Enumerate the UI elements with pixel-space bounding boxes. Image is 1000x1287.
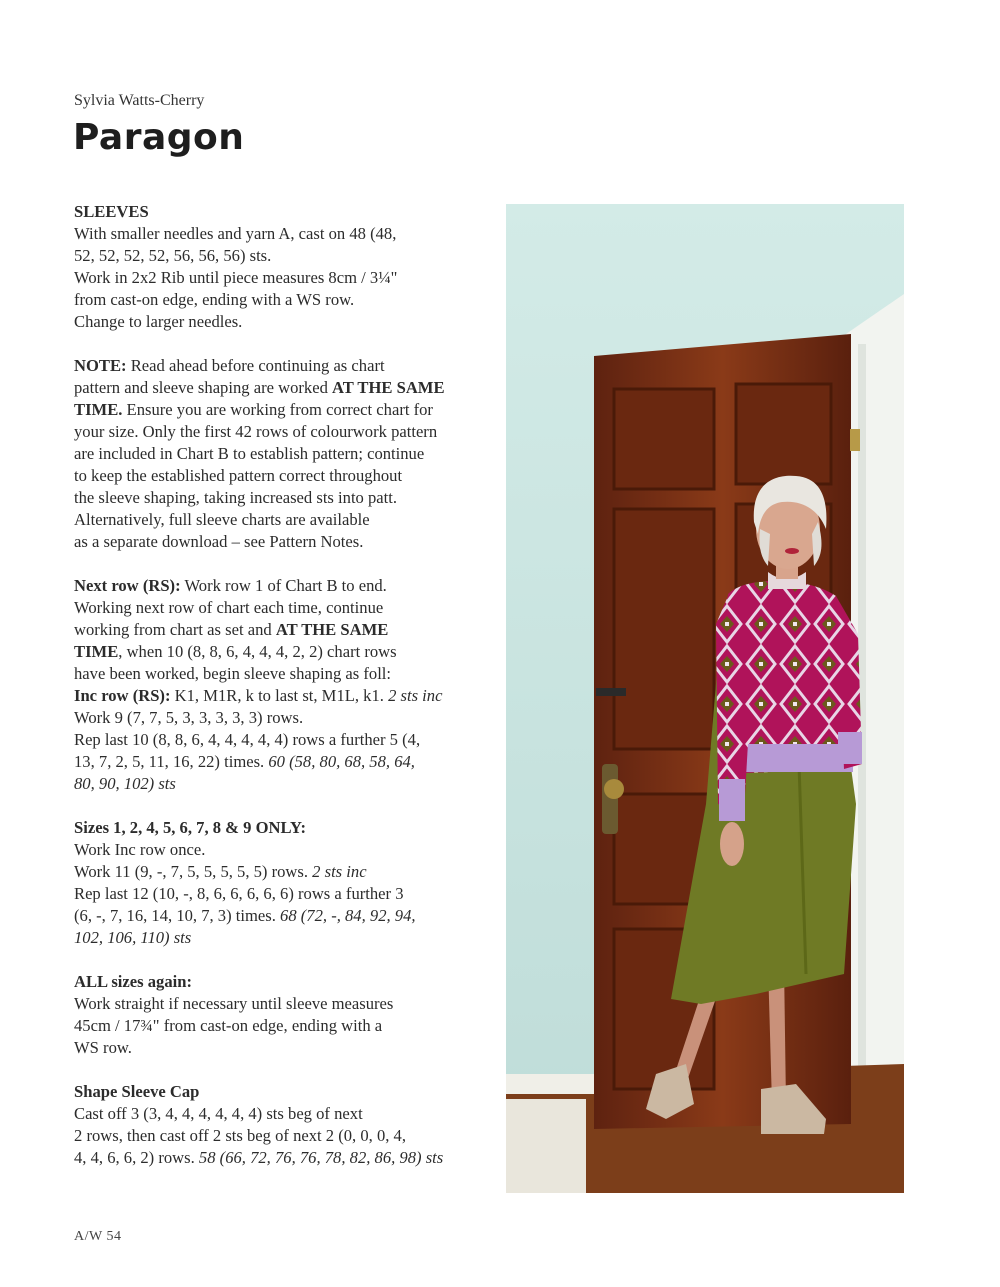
text-line: your size. Only the first 42 rows of colourwork pattern <box>74 422 438 441</box>
model-photo <box>506 204 904 1193</box>
text-line <box>74 641 479 663</box>
pattern-instructions <box>74 201 479 1169</box>
text-line: 45cm / 17¾" from cast-on edge, ending with a <box>74 1016 383 1035</box>
section-heading-all-sizes: ALL sizes again: <box>74 972 193 991</box>
stitch-count: 80, 90, 102) sts <box>74 774 176 793</box>
stitch-count: 60 (58, 80, 68, 58, 64, <box>268 752 415 771</box>
emphasis-text: TIME <box>74 642 119 661</box>
section-heading-sleeves: SLEEVES <box>74 202 149 221</box>
emphasis-text: AT THE SAME <box>275 620 389 639</box>
text-span: 4, 4, 6, 6, 2) rows. <box>74 1148 199 1167</box>
text-line: Rep last 12 (10, -, 8, 6, 6, 6, 6, 6) rows a further 3 <box>74 884 404 903</box>
stitch-count: 2 sts inc <box>312 862 367 881</box>
author-name: Sylvia Watts-Cherry <box>74 92 205 109</box>
text-line: WS row. <box>74 1038 132 1057</box>
emphasis-text: AT THE SAME <box>332 378 445 397</box>
text-line: from cast-on edge, ending with a WS row. <box>74 290 355 309</box>
text-span: working from chart as set and <box>74 620 276 639</box>
text-line: 2 rows, then cast off 2 sts beg of next 2 (0, 0, 0, 4, <box>74 1126 406 1145</box>
text-line: Rep last 10 (8, 8, 6, 4, 4, 4, 4, 4) rows a further 5 (4, <box>74 730 421 749</box>
page-number: A/W 54 <box>74 1229 122 1244</box>
text-line: Cast off 3 (3, 4, 4, 4, 4, 4, 4) sts beg of next <box>74 1104 363 1123</box>
text-line: the sleeve shaping, taking increased sts into patt. <box>74 488 398 507</box>
text-line: Work in 2x2 Rib until piece measures 8cm / 3¼" <box>74 268 398 287</box>
note-label: NOTE: <box>74 356 127 375</box>
text-line: are included in Chart B to establish pattern; continue <box>74 444 425 463</box>
note-line <box>74 377 479 399</box>
text-line: as a separate download – see Pattern Notes. <box>74 532 364 551</box>
text-line: have been worked, begin sleeve shaping as foll: <box>74 664 392 683</box>
text-line <box>74 1147 479 1169</box>
text-line: With smaller needles and yarn A, cast on 48 (48, <box>74 224 397 243</box>
text-line: Alternatively, full sleeve charts are available <box>74 510 370 529</box>
stitch-count: 58 (66, 72, 76, 76, 78, 82, 86, 98) sts <box>198 1148 444 1167</box>
next-row-label: Next row (RS): <box>74 576 181 595</box>
text-span: , when 10 (8, 8, 6, 4, 4, 4, 2, 2) chart rows <box>118 642 397 661</box>
text-span: Read ahead before continuing as chart <box>126 356 385 375</box>
text-line: Work Inc row once. <box>74 840 206 859</box>
text-span: (6, -, 7, 16, 14, 10, 7, 3) times. <box>74 906 281 925</box>
text-span: Work 11 (9, -, 7, 5, 5, 5, 5, 5) rows. <box>74 862 313 881</box>
text-line: Working next row of chart each time, continue <box>74 598 384 617</box>
note-line <box>74 399 479 421</box>
section-heading-sizes: Sizes 1, 2, 4, 5, 6, 7, 8 & 9 ONLY: <box>74 818 307 837</box>
text-span: 13, 7, 2, 5, 11, 16, 22) times. <box>74 752 269 771</box>
text-line <box>74 751 479 773</box>
text-line: 52, 52, 52, 52, 56, 56, 56) sts. <box>74 246 272 265</box>
note-line <box>74 355 479 377</box>
stitch-count: 102, 106, 110) sts <box>74 928 192 947</box>
inc-row-label: Inc row (RS): <box>74 686 171 705</box>
text-line: to keep the established pattern correct throughout <box>74 466 403 485</box>
text-line <box>74 861 479 883</box>
text-line <box>74 619 479 641</box>
next-row-line <box>74 575 479 597</box>
stitch-count: 68 (72, -, 84, 92, 94, <box>280 906 416 925</box>
text-line: Change to larger needles. <box>74 312 243 331</box>
text-span: pattern and sleeve shaping are worked <box>74 378 333 397</box>
text-line <box>74 905 479 927</box>
emphasis-text: TIME. <box>74 400 123 419</box>
text-span: Ensure you are working from correct chart for <box>122 400 433 419</box>
section-heading-sleeve-cap: Shape Sleeve Cap <box>74 1082 200 1101</box>
inc-row-line <box>74 685 479 707</box>
text-span: Work row 1 of Chart B to end. <box>180 576 387 595</box>
stitch-count: 2 sts inc <box>388 686 443 705</box>
text-span: K1, M1R, k to last st, M1L, k1. <box>170 686 389 705</box>
text-line: Work 9 (7, 7, 5, 3, 3, 3, 3, 3) rows. <box>74 708 304 727</box>
page-title: Paragon <box>73 117 245 158</box>
text-line: Work straight if necessary until sleeve measures <box>74 994 394 1013</box>
